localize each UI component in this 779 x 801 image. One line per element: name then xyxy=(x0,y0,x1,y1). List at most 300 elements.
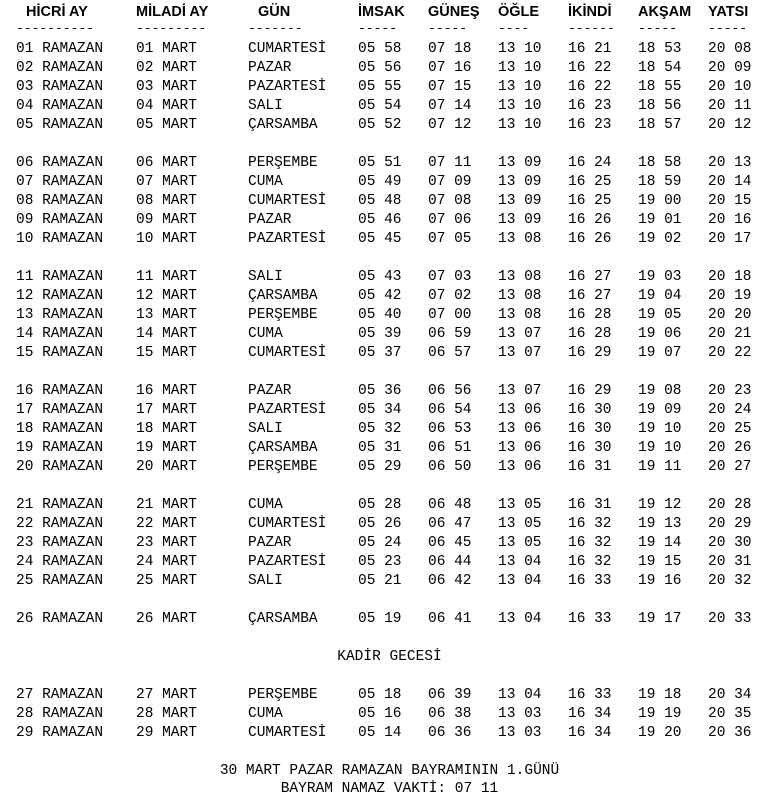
cell-hicri: 21 RAMAZAN xyxy=(16,497,104,513)
table-row xyxy=(0,496,779,515)
cell-ogle: 13 09 xyxy=(498,155,542,171)
cell-hicri: 22 RAMAZAN xyxy=(16,516,104,532)
table-row xyxy=(0,40,779,59)
cell-aksam: 19 11 xyxy=(638,459,682,475)
separator-imsak: ----- xyxy=(358,21,398,36)
cell-yatsi: 20 28 xyxy=(708,497,752,513)
cell-yatsi: 20 19 xyxy=(708,288,752,304)
cell-imsak: 05 26 xyxy=(358,516,402,532)
cell-yatsi: 20 25 xyxy=(708,421,752,437)
cell-hicri: 27 RAMAZAN xyxy=(16,687,104,703)
header-aksam: AKŞAM xyxy=(638,4,692,20)
cell-gunes: 07 12 xyxy=(428,117,472,133)
cell-miladi: 11 MART xyxy=(136,269,197,285)
cell-gun: ÇARSAMBA xyxy=(248,611,318,627)
table-row xyxy=(0,420,779,439)
cell-imsak: 05 32 xyxy=(358,421,402,437)
table-row xyxy=(0,610,779,629)
table-row xyxy=(0,78,779,97)
cell-ogle: 13 10 xyxy=(498,79,542,95)
separator-hicri: ---------- xyxy=(16,21,95,36)
table-row xyxy=(0,724,779,743)
header-miladi-ay: MİLADİ AY xyxy=(136,4,209,20)
cell-aksam: 18 59 xyxy=(638,174,682,190)
cell-ogle: 13 06 xyxy=(498,421,542,437)
cell-ikindi: 16 26 xyxy=(568,231,612,247)
cell-yatsi: 20 21 xyxy=(708,326,752,342)
cell-gunes: 07 15 xyxy=(428,79,472,95)
table-row xyxy=(0,211,779,230)
cell-imsak: 05 54 xyxy=(358,98,402,114)
cell-aksam: 19 12 xyxy=(638,497,682,513)
table-row xyxy=(0,154,779,173)
table-row xyxy=(0,534,779,553)
bayram-note: 30 MART PAZAR RAMAZAN BAYRAMININ 1.GÜNÜ xyxy=(219,763,560,779)
cell-imsak: 05 29 xyxy=(358,459,402,475)
cell-yatsi: 20 16 xyxy=(708,212,752,228)
cell-hicri: 03 RAMAZAN xyxy=(16,79,104,95)
cell-gunes: 06 50 xyxy=(428,459,472,475)
table-row xyxy=(0,515,779,534)
cell-ikindi: 16 24 xyxy=(568,155,612,171)
cell-miladi: 22 MART xyxy=(136,516,197,532)
cell-ikindi: 16 31 xyxy=(568,459,612,475)
table-row xyxy=(0,705,779,724)
cell-aksam: 18 56 xyxy=(638,98,682,114)
cell-hicri: 02 RAMAZAN xyxy=(16,60,104,76)
cell-hicri: 17 RAMAZAN xyxy=(16,402,104,418)
table-row xyxy=(0,116,779,135)
header-hicri-ay: HİCRİ AY xyxy=(26,4,88,20)
table-row xyxy=(0,458,779,477)
cell-ogle: 13 06 xyxy=(498,459,542,475)
cell-miladi: 04 MART xyxy=(136,98,197,114)
cell-aksam: 19 20 xyxy=(638,725,682,741)
cell-miladi: 19 MART xyxy=(136,440,197,456)
cell-ogle: 13 09 xyxy=(498,212,542,228)
cell-imsak: 05 55 xyxy=(358,79,402,95)
cell-miladi: 06 MART xyxy=(136,155,197,171)
header-yatsi: YATSI xyxy=(708,4,749,20)
cell-gun: CUMA xyxy=(248,174,283,190)
cell-gunes: 06 44 xyxy=(428,554,472,570)
cell-hicri: 07 RAMAZAN xyxy=(16,174,104,190)
cell-gunes: 06 51 xyxy=(428,440,472,456)
cell-aksam: 19 16 xyxy=(638,573,682,589)
header-ikindi: İKİNDİ xyxy=(568,4,612,20)
cell-imsak: 05 43 xyxy=(358,269,402,285)
cell-ogle: 13 08 xyxy=(498,288,542,304)
cell-ikindi: 16 23 xyxy=(568,98,612,114)
cell-ogle: 13 10 xyxy=(498,98,542,114)
cell-imsak: 05 49 xyxy=(358,174,402,190)
cell-hicri: 05 RAMAZAN xyxy=(16,117,104,133)
cell-imsak: 05 46 xyxy=(358,212,402,228)
cell-gun: CUMA xyxy=(248,497,283,513)
cell-aksam: 19 18 xyxy=(638,687,682,703)
cell-ogle: 13 08 xyxy=(498,231,542,247)
cell-gunes: 06 45 xyxy=(428,535,472,551)
header-gunes: GÜNEŞ xyxy=(428,4,480,20)
cell-gunes: 06 42 xyxy=(428,573,472,589)
cell-gunes: 06 48 xyxy=(428,497,472,513)
cell-yatsi: 20 10 xyxy=(708,79,752,95)
cell-ikindi: 16 22 xyxy=(568,79,612,95)
cell-aksam: 18 58 xyxy=(638,155,682,171)
cell-miladi: 09 MART xyxy=(136,212,197,228)
cell-miladi: 10 MART xyxy=(136,231,197,247)
cell-gun: PAZAR xyxy=(248,212,292,228)
cell-hicri: 24 RAMAZAN xyxy=(16,554,104,570)
table-row xyxy=(0,287,779,306)
cell-hicri: 04 RAMAZAN xyxy=(16,98,104,114)
cell-gun: SALI xyxy=(248,421,283,437)
cell-aksam: 19 10 xyxy=(638,440,682,456)
cell-ogle: 13 07 xyxy=(498,326,542,342)
cell-ogle: 13 07 xyxy=(498,383,542,399)
cell-hicri: 12 RAMAZAN xyxy=(16,288,104,304)
cell-gun: CUMARTESİ xyxy=(248,516,327,532)
cell-gun: PERŞEMBE xyxy=(248,155,318,171)
cell-imsak: 05 45 xyxy=(358,231,402,247)
cell-aksam: 18 57 xyxy=(638,117,682,133)
cell-ikindi: 16 32 xyxy=(568,554,612,570)
cell-yatsi: 20 27 xyxy=(708,459,752,475)
cell-hicri: 13 RAMAZAN xyxy=(16,307,104,323)
cell-gunes: 06 56 xyxy=(428,383,472,399)
kadir-gecesi-note: KADİR GECESİ xyxy=(337,649,442,665)
cell-imsak: 05 36 xyxy=(358,383,402,399)
cell-gun: PAZAR xyxy=(248,60,292,76)
cell-ogle: 13 06 xyxy=(498,440,542,456)
cell-gun: PERŞEMBE xyxy=(248,307,318,323)
cell-ikindi: 16 30 xyxy=(568,421,612,437)
cell-aksam: 19 04 xyxy=(638,288,682,304)
cell-ikindi: 16 30 xyxy=(568,402,612,418)
separator-ikindi: ------ xyxy=(568,21,615,36)
cell-hicri: 23 RAMAZAN xyxy=(16,535,104,551)
cell-miladi: 28 MART xyxy=(136,706,197,722)
cell-ogle: 13 03 xyxy=(498,725,542,741)
cell-imsak: 05 34 xyxy=(358,402,402,418)
cell-gun: CUMARTESİ xyxy=(248,193,327,209)
cell-yatsi: 20 08 xyxy=(708,41,752,57)
cell-aksam: 19 17 xyxy=(638,611,682,627)
cell-ikindi: 16 33 xyxy=(568,687,612,703)
table-row xyxy=(0,344,779,363)
cell-gunes: 06 38 xyxy=(428,706,472,722)
cell-yatsi: 20 24 xyxy=(708,402,752,418)
cell-aksam: 18 55 xyxy=(638,79,682,95)
cell-miladi: 18 MART xyxy=(136,421,197,437)
cell-yatsi: 20 34 xyxy=(708,687,752,703)
header-imsak: İMSAK xyxy=(358,4,405,20)
cell-ikindi: 16 30 xyxy=(568,440,612,456)
cell-miladi: 01 MART xyxy=(136,41,197,57)
table-row xyxy=(0,230,779,249)
cell-miladi: 14 MART xyxy=(136,326,197,342)
cell-ikindi: 16 23 xyxy=(568,117,612,133)
cell-aksam: 18 54 xyxy=(638,60,682,76)
cell-imsak: 05 18 xyxy=(358,687,402,703)
cell-gun: PERŞEMBE xyxy=(248,687,318,703)
cell-gunes: 07 16 xyxy=(428,60,472,76)
cell-gun: PAZAR xyxy=(248,535,292,551)
cell-imsak: 05 16 xyxy=(358,706,402,722)
cell-hicri: 28 RAMAZAN xyxy=(16,706,104,722)
cell-aksam: 19 09 xyxy=(638,402,682,418)
cell-ikindi: 16 34 xyxy=(568,725,612,741)
table-row xyxy=(0,97,779,116)
cell-ogle: 13 10 xyxy=(498,117,542,133)
cell-ikindi: 16 22 xyxy=(568,60,612,76)
cell-imsak: 05 23 xyxy=(358,554,402,570)
cell-gunes: 06 57 xyxy=(428,345,472,361)
header-gun: GÜN xyxy=(258,4,291,20)
cell-aksam: 19 05 xyxy=(638,307,682,323)
cell-gunes: 07 06 xyxy=(428,212,472,228)
bayram-namaz-vakti: BAYRAM NAMAZ VAKTİ: 07 11 xyxy=(280,781,499,797)
cell-miladi: 16 MART xyxy=(136,383,197,399)
cell-gunes: 06 36 xyxy=(428,725,472,741)
cell-ogle: 13 07 xyxy=(498,345,542,361)
cell-ikindi: 16 26 xyxy=(568,212,612,228)
cell-miladi: 13 MART xyxy=(136,307,197,323)
cell-imsak: 05 24 xyxy=(358,535,402,551)
cell-gun: PAZAR xyxy=(248,383,292,399)
cell-yatsi: 20 22 xyxy=(708,345,752,361)
table-row xyxy=(0,268,779,287)
cell-miladi: 05 MART xyxy=(136,117,197,133)
cell-ogle: 13 04 xyxy=(498,611,542,627)
cell-yatsi: 20 09 xyxy=(708,60,752,76)
cell-ikindi: 16 27 xyxy=(568,269,612,285)
cell-ogle: 13 09 xyxy=(498,193,542,209)
cell-gun: PAZARTESİ xyxy=(248,231,327,247)
cell-aksam: 19 00 xyxy=(638,193,682,209)
separator-gunes: ----- xyxy=(428,21,468,36)
cell-hicri: 16 RAMAZAN xyxy=(16,383,104,399)
cell-gunes: 07 14 xyxy=(428,98,472,114)
cell-gunes: 06 53 xyxy=(428,421,472,437)
table-row xyxy=(0,59,779,78)
cell-gunes: 07 05 xyxy=(428,231,472,247)
cell-ogle: 13 05 xyxy=(498,535,542,551)
cell-aksam: 19 19 xyxy=(638,706,682,722)
cell-ogle: 13 05 xyxy=(498,497,542,513)
separator-gun: ------- xyxy=(248,21,303,36)
cell-aksam: 19 06 xyxy=(638,326,682,342)
cell-ikindi: 16 21 xyxy=(568,41,612,57)
cell-gunes: 07 18 xyxy=(428,41,472,57)
cell-miladi: 03 MART xyxy=(136,79,197,95)
table-row xyxy=(0,439,779,458)
cell-aksam: 19 02 xyxy=(638,231,682,247)
cell-yatsi: 20 29 xyxy=(708,516,752,532)
cell-yatsi: 20 13 xyxy=(708,155,752,171)
cell-imsak: 05 21 xyxy=(358,573,402,589)
cell-yatsi: 20 33 xyxy=(708,611,752,627)
cell-gunes: 06 54 xyxy=(428,402,472,418)
cell-gun: SALI xyxy=(248,573,283,589)
cell-yatsi: 20 32 xyxy=(708,573,752,589)
cell-gunes: 07 02 xyxy=(428,288,472,304)
cell-gunes: 06 39 xyxy=(428,687,472,703)
cell-imsak: 05 40 xyxy=(358,307,402,323)
cell-ogle: 13 06 xyxy=(498,402,542,418)
cell-miladi: 17 MART xyxy=(136,402,197,418)
cell-gun: ÇARSAMBA xyxy=(248,117,318,133)
cell-hicri: 01 RAMAZAN xyxy=(16,41,104,57)
cell-ogle: 13 04 xyxy=(498,687,542,703)
cell-yatsi: 20 15 xyxy=(708,193,752,209)
cell-ikindi: 16 25 xyxy=(568,193,612,209)
cell-hicri: 15 RAMAZAN xyxy=(16,345,104,361)
cell-imsak: 05 19 xyxy=(358,611,402,627)
cell-ikindi: 16 32 xyxy=(568,535,612,551)
cell-gun: CUMA xyxy=(248,706,283,722)
table-row xyxy=(0,325,779,344)
cell-hicri: 14 RAMAZAN xyxy=(16,326,104,342)
cell-gunes: 07 08 xyxy=(428,193,472,209)
cell-aksam: 19 14 xyxy=(638,535,682,551)
cell-aksam: 19 03 xyxy=(638,269,682,285)
cell-ogle: 13 04 xyxy=(498,573,542,589)
cell-imsak: 05 56 xyxy=(358,60,402,76)
cell-gun: SALI xyxy=(248,269,283,285)
cell-hicri: 08 RAMAZAN xyxy=(16,193,104,209)
cell-yatsi: 20 20 xyxy=(708,307,752,323)
cell-imsak: 05 51 xyxy=(358,155,402,171)
cell-ogle: 13 05 xyxy=(498,516,542,532)
cell-gun: PAZARTESİ xyxy=(248,402,327,418)
cell-hicri: 18 RAMAZAN xyxy=(16,421,104,437)
cell-gun: ÇARSAMBA xyxy=(248,440,318,456)
cell-miladi: 26 MART xyxy=(136,611,197,627)
cell-hicri: 11 RAMAZAN xyxy=(16,269,104,285)
cell-aksam: 19 01 xyxy=(638,212,682,228)
cell-yatsi: 20 26 xyxy=(708,440,752,456)
header-ogle: ÖĞLE xyxy=(498,4,540,20)
cell-miladi: 25 MART xyxy=(136,573,197,589)
cell-ikindi: 16 28 xyxy=(568,326,612,342)
cell-aksam: 19 10 xyxy=(638,421,682,437)
cell-hicri: 25 RAMAZAN xyxy=(16,573,104,589)
separator-aksam: ----- xyxy=(638,21,678,36)
table-row xyxy=(0,686,779,705)
separator-ogle: ---- xyxy=(498,21,530,36)
cell-gun: SALI xyxy=(248,98,283,114)
cell-ogle: 13 09 xyxy=(498,174,542,190)
cell-aksam: 19 08 xyxy=(638,383,682,399)
cell-gunes: 07 09 xyxy=(428,174,472,190)
table-row xyxy=(0,306,779,325)
cell-yatsi: 20 30 xyxy=(708,535,752,551)
cell-miladi: 07 MART xyxy=(136,174,197,190)
cell-ogle: 13 04 xyxy=(498,554,542,570)
cell-gun: CUMA xyxy=(248,326,283,342)
cell-gunes: 07 00 xyxy=(428,307,472,323)
cell-gunes: 06 47 xyxy=(428,516,472,532)
cell-miladi: 24 MART xyxy=(136,554,197,570)
cell-miladi: 27 MART xyxy=(136,687,197,703)
cell-ikindi: 16 32 xyxy=(568,516,612,532)
cell-miladi: 21 MART xyxy=(136,497,197,513)
cell-ikindi: 16 27 xyxy=(568,288,612,304)
table-row xyxy=(0,553,779,572)
cell-miladi: 12 MART xyxy=(136,288,197,304)
cell-aksam: 19 07 xyxy=(638,345,682,361)
cell-yatsi: 20 12 xyxy=(708,117,752,133)
cell-gun: ÇARSAMBA xyxy=(248,288,318,304)
cell-miladi: 15 MART xyxy=(136,345,197,361)
cell-hicri: 10 RAMAZAN xyxy=(16,231,104,247)
cell-gunes: 06 59 xyxy=(428,326,472,342)
cell-aksam: 19 13 xyxy=(638,516,682,532)
cell-imsak: 05 31 xyxy=(358,440,402,456)
cell-miladi: 08 MART xyxy=(136,193,197,209)
cell-gun: PAZARTESİ xyxy=(248,79,327,95)
cell-gun: PERŞEMBE xyxy=(248,459,318,475)
cell-yatsi: 20 17 xyxy=(708,231,752,247)
cell-ikindi: 16 31 xyxy=(568,497,612,513)
cell-imsak: 05 48 xyxy=(358,193,402,209)
cell-ogle: 13 10 xyxy=(498,41,542,57)
cell-aksam: 18 53 xyxy=(638,41,682,57)
cell-ogle: 13 08 xyxy=(498,307,542,323)
cell-hicri: 26 RAMAZAN xyxy=(16,611,104,627)
cell-yatsi: 20 36 xyxy=(708,725,752,741)
cell-gunes: 07 03 xyxy=(428,269,472,285)
cell-ogle: 13 10 xyxy=(498,60,542,76)
cell-ikindi: 16 33 xyxy=(568,573,612,589)
cell-aksam: 19 15 xyxy=(638,554,682,570)
cell-imsak: 05 58 xyxy=(358,41,402,57)
cell-imsak: 05 39 xyxy=(358,326,402,342)
cell-hicri: 29 RAMAZAN xyxy=(16,725,104,741)
table-row xyxy=(0,572,779,591)
cell-miladi: 02 MART xyxy=(136,60,197,76)
cell-ogle: 13 03 xyxy=(498,706,542,722)
table-row xyxy=(0,401,779,420)
cell-ikindi: 16 29 xyxy=(568,345,612,361)
separator-yatsi: ----- xyxy=(708,21,748,36)
table-row xyxy=(0,173,779,192)
separator-miladi: --------- xyxy=(136,21,207,36)
table-row xyxy=(0,382,779,401)
cell-ikindi: 16 28 xyxy=(568,307,612,323)
cell-gunes: 06 41 xyxy=(428,611,472,627)
cell-gun: CUMARTESİ xyxy=(248,41,327,57)
cell-gunes: 07 11 xyxy=(428,155,472,171)
cell-yatsi: 20 35 xyxy=(708,706,752,722)
cell-yatsi: 20 23 xyxy=(708,383,752,399)
cell-gun: CUMARTESİ xyxy=(248,725,327,741)
cell-hicri: 06 RAMAZAN xyxy=(16,155,104,171)
cell-ogle: 13 08 xyxy=(498,269,542,285)
cell-imsak: 05 42 xyxy=(358,288,402,304)
cell-yatsi: 20 18 xyxy=(708,269,752,285)
cell-gun: CUMARTESİ xyxy=(248,345,327,361)
cell-yatsi: 20 31 xyxy=(708,554,752,570)
cell-hicri: 20 RAMAZAN xyxy=(16,459,104,475)
cell-ikindi: 16 33 xyxy=(568,611,612,627)
cell-hicri: 19 RAMAZAN xyxy=(16,440,104,456)
cell-yatsi: 20 14 xyxy=(708,174,752,190)
cell-yatsi: 20 11 xyxy=(708,98,752,114)
cell-imsak: 05 28 xyxy=(358,497,402,513)
cell-miladi: 23 MART xyxy=(136,535,197,551)
